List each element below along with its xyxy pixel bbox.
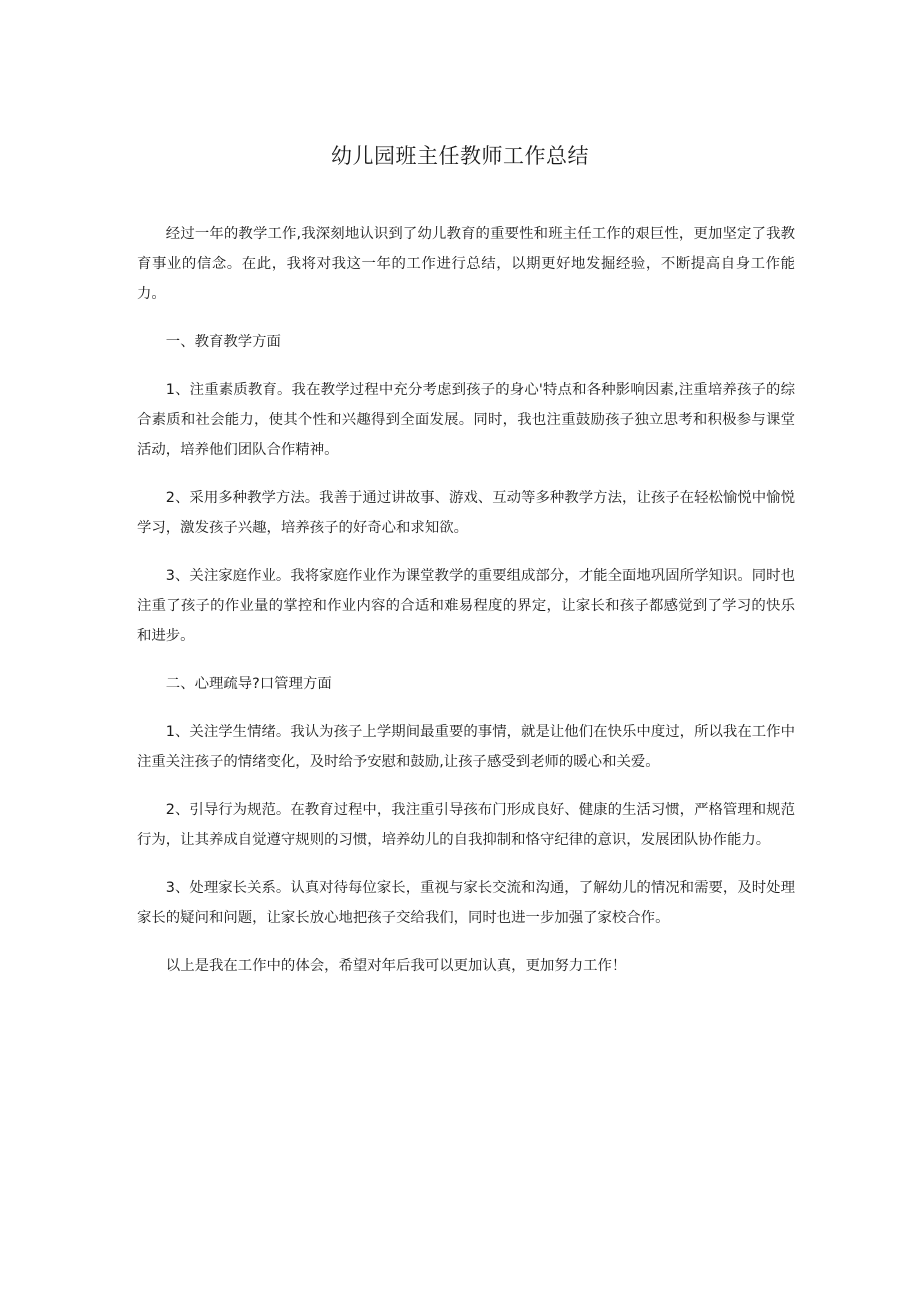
paragraph-quality-education: 1、注重素质教育。我在教学过程中充分考虑到孩子的身心'特点和各种影响因素,注重培养孩子的综合素质和社会能力，使其个性和兴趣得到全面发展。同时，我也注重鼓励孩子独立思考和积极参与课堂活动，培养他们团队合作精神。 — [137, 382, 795, 458]
paragraph-teaching-methods: 2、采用多种教学方法。我善于通过讲故事、游戏、互动等多种教学方法，让孩子在轻松愉悦中愉悦学习，激发孩子兴趣，培养孩子的好奇心和求知欲。 — [137, 490, 795, 536]
section-heading-psychology-management: 二、心理疏导?口管理方面 — [165, 676, 332, 692]
paragraph-homework: 3、关注家庭作业。我将家庭作业作为课堂教学的重要组成部分，才能全面地巩固所学知识。同时也注重了孩子的作业量的掌控和作业内容的合适和难易程度的界定，让家长和孩子都感觉到了学习的快乐和进步。 — [137, 568, 795, 644]
paragraph-student-emotions: 1、关注学生情绪。我认为孩子上学期间最重要的事情，就是让他们在快乐中度过，所以我在工作中注重关注孩子的情绪变化，及时给予安慰和鼓励,让孩子感受到老师的暖心和关爱。 — [137, 724, 795, 770]
intro-paragraph: 经过一年的教学工作,我深刻地认识到了幼儿教育的重要性和班主任工作的艰巨性，更加坚定了我教育事业的信念。在此，我将对我这一年的工作进行总结，以期更好地发掘经验，不断提高自身工作能力。 — [137, 226, 795, 302]
document-body — [137, 219, 795, 999]
paragraph-parent-relations: 3、处理家长关系。认真对待每位家长，重视与家长交流和沟通，了解幼儿的情况和需要，及时处理家长的疑问和问题，让家长放心地把孩子交给我们，同时也进一步加强了家校合作。 — [137, 880, 795, 926]
closing-paragraph: 以上是我在工作中的体会，希望对年后我可以更加认真，更加努力工作！ — [165, 958, 627, 974]
document-title: 幼儿园班主任教师工作总结 — [331, 144, 589, 168]
section-heading-teaching: 一、教育教学方面 — [165, 334, 281, 350]
paragraph-behavior-norms: 2、引导行为规范。在教育过程中，我注重引导孩布门形成良好、健康的生活习惯，严格管理和规范行为，让其养成自觉遵守规则的习惯，培养幼儿的自我抑制和恪守纪律的意识，发展团队协作能力。 — [137, 802, 795, 848]
